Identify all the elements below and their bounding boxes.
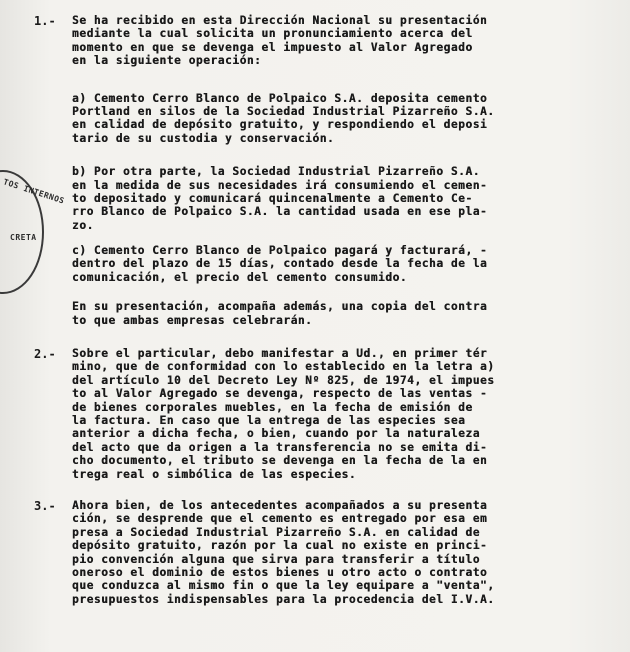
text-line: dentro del plazo de 15 días, contado desde la fecha de la [72,257,488,271]
text-line: c) Cemento Cerro Blanco de Polpaico pagará y facturará, - [72,244,488,258]
text-line: presupuestos indispensables para la procedencia del I.V.A. [72,592,495,606]
text-line: del artículo 10 del Decreto Ley Nº 825, de 1974, el impues [72,373,495,387]
text-line: Sobre el particular, debo manifestar a Ud., en primer tér [72,347,488,361]
text-line: cho documento, el tributo se devenga en la fecha de la en [72,454,488,468]
item-b [34,165,594,232]
text-line: Ahora bien, de los antecedentes acompañados a su presenta [72,498,488,512]
closing-paragraph [34,300,594,327]
text-line: mino, que de conformidad con lo establecido en la letra a) [72,360,495,374]
text-line: comunicación, el precio del cemento consumido. [72,270,408,284]
text-line: pio convención alguna que sirva para transferir a título [72,552,480,566]
stamp-text-top: TOS INTERNOS [2,177,66,206]
section-number: 3.- [34,498,56,513]
text-line: momento en que se devenga el impuesto al Valor Agregado [72,40,473,54]
text-line: la factura. En caso que la entrega de las especies sea [72,413,466,427]
text-line: que conduzca al mismo fin o que la ley equipare a "venta", [72,579,495,593]
text-line: en la medida de sus necesidades irá consumiendo el cemen- [72,178,488,192]
text-line: del acto que da origen a la transferencia no se emita di- [72,440,488,454]
text-line: Se ha recibido en esta Dirección Nacional su presentación [72,14,488,27]
text-line: en calidad de depósito gratuito, y respondiendo el deposi [72,118,488,132]
item-a [34,92,594,146]
section-number: 2.- [34,347,56,362]
item-c [34,244,594,284]
text-line: zo. [72,218,94,232]
text-line: presa a Sociedad Industrial Pizarreño S.A. en calidad de [72,525,480,539]
text-line: a) Cemento Cerro Blanco de Polpaico S.A. deposita cemento [72,91,488,105]
text-line: oneroso el dominio de estos bienes u otro acto o contrato [72,565,488,579]
text-line: mediante la cual solicita un pronunciamiento acerca del [72,27,473,41]
text-line: de bienes corporales muebles, en la fecha de emisión de [72,400,473,414]
section-2 [34,347,594,481]
section-number: 1.- [34,14,56,28]
text-line: depósito gratuito, razón por la cual no existe en princi- [72,539,488,553]
text-line: anterior a dicha fecha, o bien, cuando por la naturaleza [72,427,480,441]
section-3 [34,499,594,606]
text-line: trega real o simbólica de las especies. [72,467,357,481]
text-line: en la siguiente operación: [72,54,262,68]
text-line: rro Blanco de Polpaico S.A. la cantidad usada en ese pla- [72,205,488,219]
section-1 [34,14,594,68]
document-body [34,14,594,606]
text-line: to al Valor Agregado se devenga, respecto de las ventas - [72,387,488,401]
text-line: to que ambas empresas celebrarán. [72,313,313,327]
text-line: to depositado y comunicará quincenalmente a Cemento Ce- [72,191,473,205]
stamp-text-mid: CRETA [10,233,37,242]
text-line: En su presentación, acompaña además, una copia del contra [72,300,488,314]
text-line: tario de su custodia y conservación. [72,131,335,145]
text-line: Portland en silos de la Sociedad Industrial Pizarreño S.A. [72,104,495,118]
text-line: b) Por otra parte, la Sociedad Industrial Pizarreño S.A. [72,165,480,179]
text-line: ción, se desprende que el cemento es entregado por esa em [72,512,488,526]
